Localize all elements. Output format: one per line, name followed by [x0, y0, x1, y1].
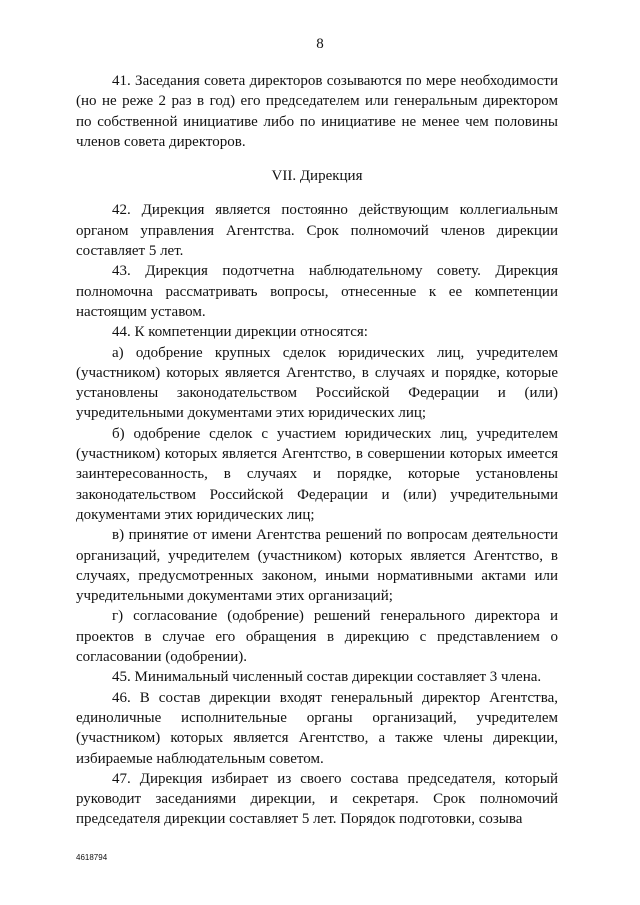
- page-number: 8: [316, 36, 324, 52]
- list-item-g: г) согласование (одобрение) решений генерального директора и проектов в случае его обращения в дирекцию с представлением о согласовании (одобрении).: [76, 608, 558, 666]
- paragraph-44: 44. К компетенции дирекции относятся:: [112, 324, 368, 341]
- paragraph-42: 42. Дирекция является постоянно действующим коллегиальным органом управления Агентства. Срок полномочий членов дирекции составляет 5 лет.: [76, 202, 558, 260]
- list-item-b: б) одобрение сделок с участием юридических лиц, учредителем (участником) которых является Агентство, в совершении которых имеется заинтересованность, в случаях и порядке, которые установлены законодательством Российской Федерации и (или) учредительными документами этих юридических лиц;: [76, 425, 558, 523]
- section-heading: VII. Дирекция: [271, 168, 363, 185]
- paragraph-47: 47. Дирекция избирает из своего состава председателя, который руководит заседаниями дирекции, и секретаря. Срок полномочий председателя дирекции составляет 5 лет. Порядок подготовки, созыва: [76, 770, 558, 828]
- list-item-v: в) принятие от имени Агентства решений по вопросам деятельности организаций, учредителем (участником) которых является Агентство, в случаях, предусмотренных законом, иными нормативными актами или учредительными документами этих организаций;: [76, 527, 558, 605]
- document-body: [76, 71, 558, 830]
- paragraph-46: 46. В состав дирекции входят генеральный директор Агентства, единоличные исполнительные органы организаций, учредителем (участником) которых является Агентство, а также члены дирекции, избираемые наблюдательным советом.: [76, 689, 558, 767]
- paragraph-43: 43. Дирекция подотчетна наблюдательному совету. Дирекция полномочна рассматривать вопросы, отнесенные к ее компетенции настоящим уставом.: [76, 263, 558, 320]
- paragraph-41: 41. Заседания совета директоров созываются по мере необходимости (но не реже 2 раз в год) его председателем или генеральным директором по собственной инициативе либо по инициативе не менее чем половины членов совета директоров.: [76, 73, 558, 150]
- document-code: 4618794: [76, 853, 108, 862]
- list-item-a: а) одобрение крупных сделок юридических лиц, учредителем (участником) которых является Агентство, в случаях и порядке, которые установлены законодательством Российской Федерации и (или) учредительными документами этих юридических лиц;: [76, 344, 558, 422]
- paragraph-45: 45. Минимальный численный состав дирекции составляет 3 члена.: [112, 669, 542, 686]
